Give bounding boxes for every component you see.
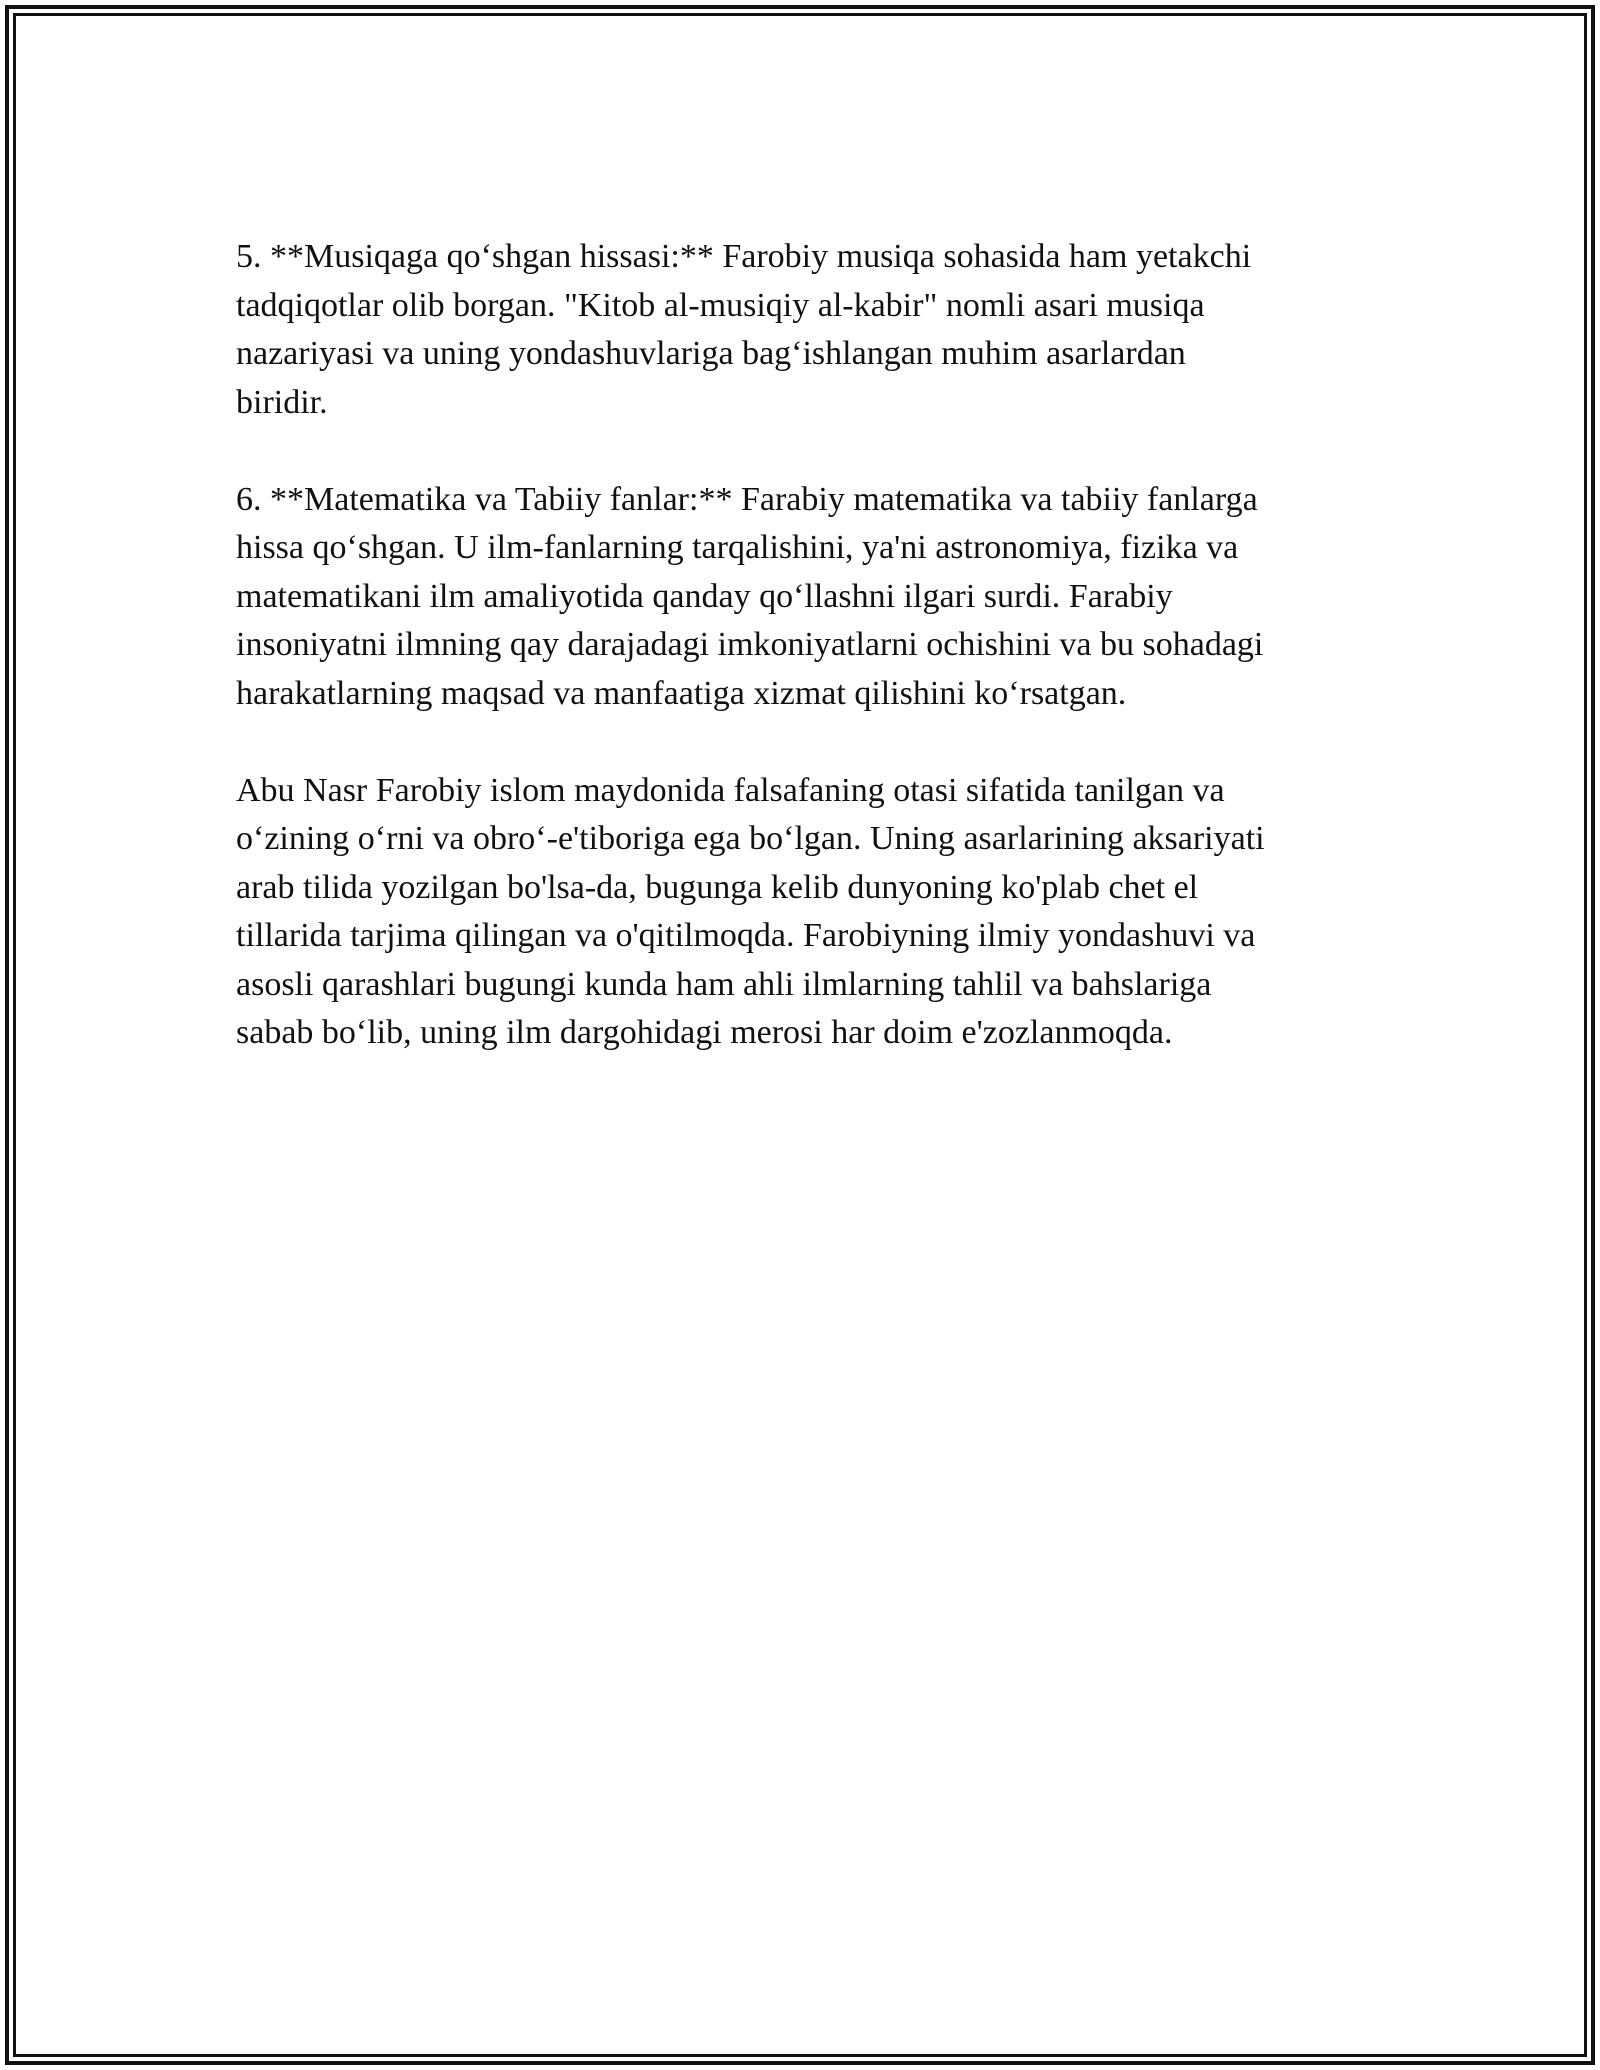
document-body bbox=[236, 233, 1366, 1058]
paragraph-mathematics-natural-sciences: 6. **Matematika va Tabiiy fanlar:** Farabiy matematika va tabiiy fanlarga hissa qo‘shgan. U ilm-fanlarning tarqalishini, ya'ni astronomiya, fizika va matematikani ilm amaliyotida qanday qo‘llashni ilgari surdi. Farabiy insoniyatni ilmning qay darajadagi imkoniyatlarni ochishini va bu sohadagi harakatlarning maqsad va manfaatiga xizmat qilishini ko‘rsatgan. bbox=[236, 480, 1264, 712]
paragraph-farobiy-legacy: Abu Nasr Farobiy islom maydonida falsafaning otasi sifatida tanilgan va o‘zining o‘rni va obro‘-e'tiboriga ega bo‘lgan. Uning asarlarining aksariyati arab tilida yozilgan bo'lsa-da, bugunga kelib dunyoning ko'plab chet el tillarida tarjima qilingan va o'qitilmoqda. Farobiyning ilmiy yondashuvi va asosli qarashlari bugungi kunda ham ahli ilmlarning tahlil va bahslariga sabab bo‘lib, uning ilm dargohidagi merosi har doim e'zozlanmoqda. bbox=[236, 771, 1265, 1051]
paragraph-music-contribution: 5. **Musiqaga qo‘shgan hissasi:** Farobiy musiqa sohasida ham yetakchi tadqiqotlar olib borgan. "Kitob al-musiqiy al-kabir" nomli asari musiqa nazariyasi va uning yondashuvlariga bag‘ishlangan muhim asarlardan biridir. bbox=[236, 238, 1252, 421]
